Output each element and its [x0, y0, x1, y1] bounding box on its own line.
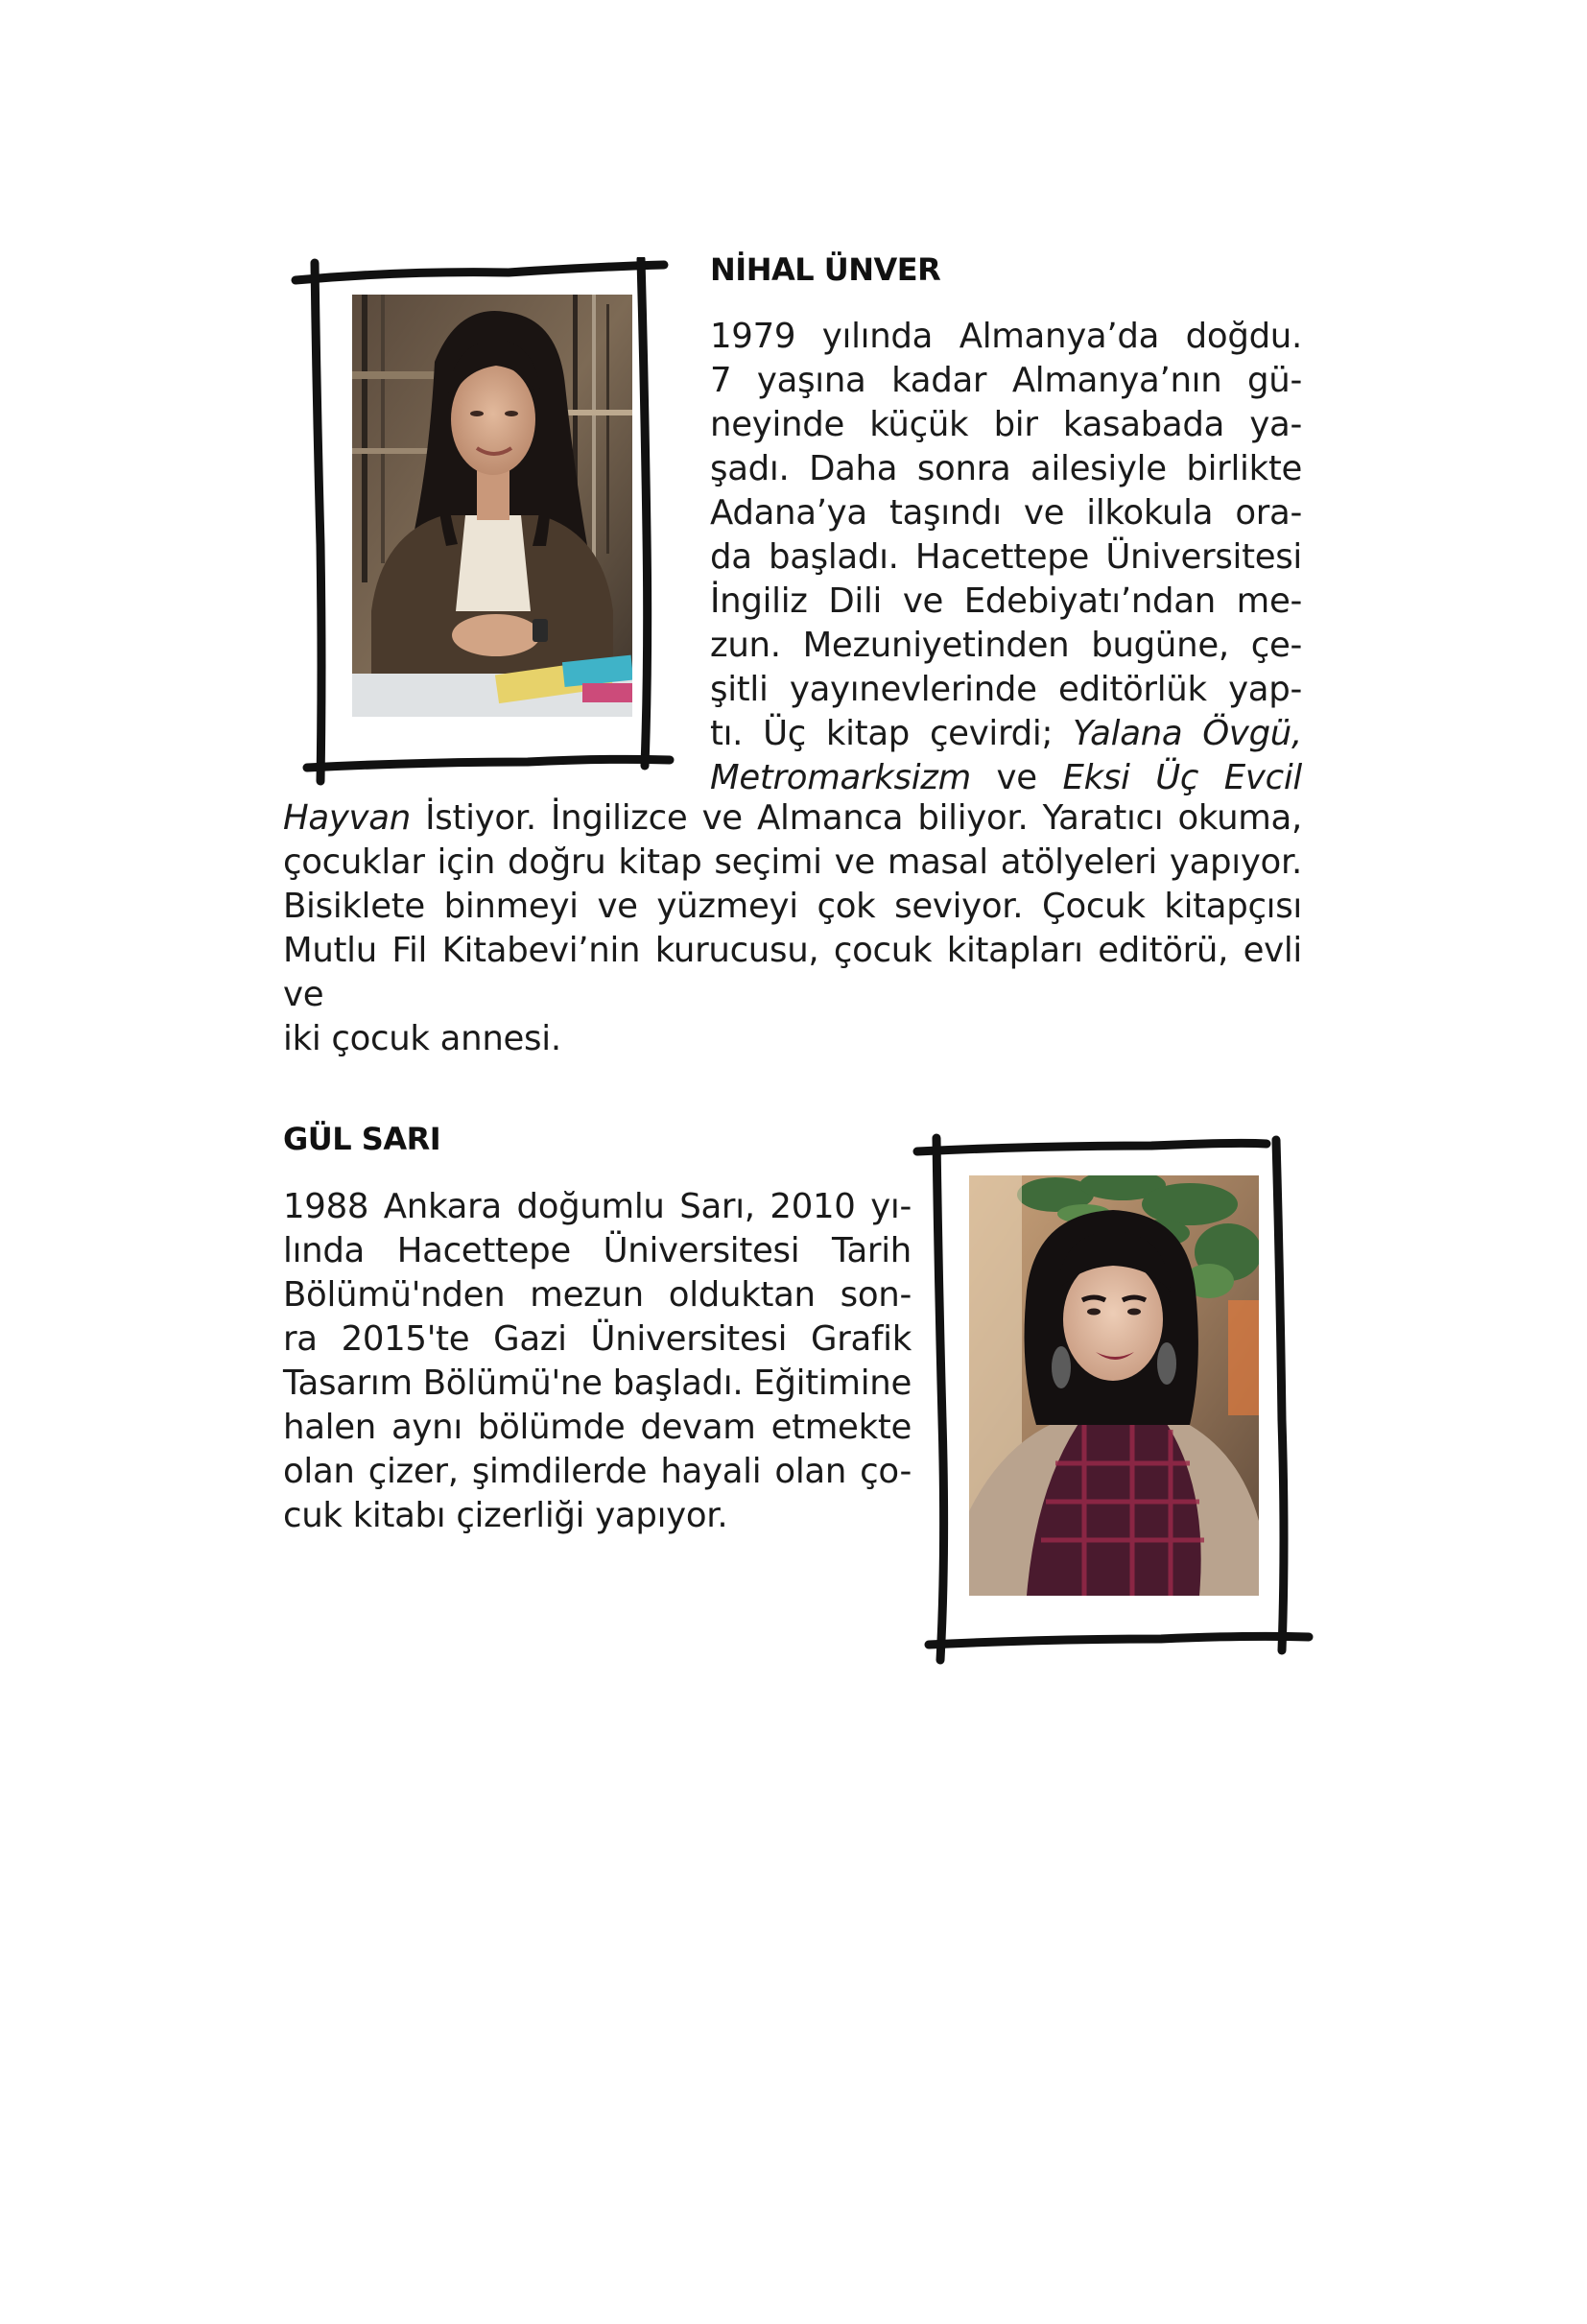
- sketch-frame: [288, 257, 681, 787]
- bio-line: neyinde küçük bir kasabada ya-: [710, 405, 1302, 444]
- bio-line-with-book: [710, 712, 1302, 756]
- bio-line: da başladı. Hacettepe Üniversitesi: [710, 537, 1302, 577]
- bio-line: 1979 yılında Almanya’da doğdu.: [710, 317, 1302, 356]
- bio-line: 7 yaşına kadar Almanya’nın gü-: [710, 361, 1302, 400]
- bio-line: İngiliz Dili ve Edebiyatı’ndan me-: [710, 581, 1302, 621]
- bio-line: şitli yayınevlerinde editörlük yap-: [710, 670, 1302, 709]
- book-title: Metromarksizm: [710, 758, 971, 797]
- bio-line-book-end: [283, 796, 1302, 841]
- book-title: Yalana Övgü,: [1073, 714, 1302, 753]
- bio-text: tı. Üç kitap çevirdi;: [710, 714, 1054, 753]
- bio-line: zun. Mezuniyetinden bugüne, çe-: [710, 626, 1302, 665]
- bio-line: Bölümü'nden mezun olduktan son-: [283, 1275, 912, 1315]
- bio-line-books: [710, 756, 1302, 800]
- bio-line: Mutlu Fil Kitabevi’nin kurucusu, çocuk kitapları editörü, evli ve: [283, 931, 1302, 1014]
- bio-line: Tasarım Bölümü'ne başladı. Eğitimine: [283, 1364, 912, 1403]
- bio-line: lında Hacettepe Üniversitesi Tarih: [283, 1231, 912, 1270]
- author-name: NİHAL ÜNVER: [710, 251, 941, 288]
- bio-line: iki çocuk annesi.: [283, 1019, 561, 1058]
- sketch-frame: [912, 1132, 1315, 1665]
- bio-line: çocuklar için doğru kitap seçimi ve masal atölyeleri yapıyor.: [283, 842, 1302, 882]
- bio-line: cuk kitabı çizerliği yapıyor.: [283, 1496, 728, 1535]
- bio-line: halen aynı bölümde devam etmekte: [283, 1408, 912, 1447]
- bio-line: Bisiklete binmeyi ve yüzmeyi çok seviyor. Çocuk kitapçısı: [283, 887, 1302, 926]
- author-bio-part1: [710, 315, 1302, 800]
- author-bio-part2: [283, 796, 1302, 1061]
- bio-line: ra 2015'te Gazi Üniversitesi Grafik: [283, 1319, 912, 1359]
- bio-text: ve: [996, 758, 1037, 797]
- bio-line: olan çizer, şimdilerde hayali olan ço-: [283, 1452, 912, 1491]
- bio-line: şadı. Daha sonra ailesiyle birlikte: [710, 449, 1302, 488]
- author-name: GÜL SARI: [283, 1121, 441, 1157]
- bio-text: İstiyor. İngilizce ve Almanca biliyor. Yaratıcı okuma,: [425, 798, 1302, 838]
- bio-line: Adana’ya taşındı ve ilkokula ora-: [710, 493, 1302, 533]
- book-title: Eksi Üç Evcil: [1062, 758, 1302, 797]
- author-bio: [283, 1185, 912, 1538]
- bio-line: 1988 Ankara doğumlu Sarı, 2010 yı-: [283, 1187, 912, 1226]
- book-title: Hayvan: [283, 798, 411, 838]
